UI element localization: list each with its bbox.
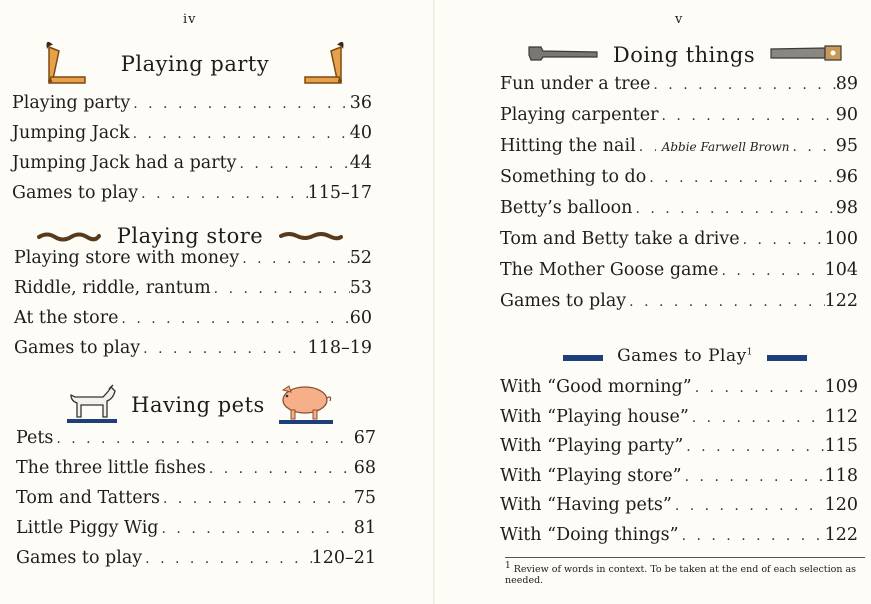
toc-entry[interactable] <box>12 123 372 153</box>
leader-dots <box>689 410 825 426</box>
entry-title: Pets <box>16 428 54 448</box>
leader-dots <box>740 232 825 248</box>
leader-dots <box>130 126 350 142</box>
toc-entry[interactable] <box>12 183 372 213</box>
snake-left-icon <box>37 227 101 246</box>
entry-title: With “Playing party” <box>500 436 684 456</box>
section-header-games-to-play <box>540 340 830 372</box>
entry-page: 115–17 <box>307 183 372 203</box>
entry-page: 112 <box>824 406 858 427</box>
entry-title: Playing party <box>12 93 131 113</box>
entry-title: Games to play <box>14 338 141 358</box>
toc-entry[interactable] <box>500 167 858 198</box>
footnote-text: Review of words in context. To be taken at the end of each selection as needed. <box>505 564 857 587</box>
section-header-doing-things <box>520 38 850 72</box>
entry-page: 60 <box>349 308 372 328</box>
leader-dots <box>626 294 824 310</box>
entry-page: 89 <box>835 74 858 94</box>
leader-dots <box>692 380 825 396</box>
leader-dots <box>53 431 353 447</box>
entry-title: Riddle, riddle, rantum <box>14 278 211 298</box>
section-title-games-to-play <box>617 346 753 366</box>
toc-entry[interactable] <box>12 93 372 123</box>
toc-entry[interactable] <box>500 436 858 466</box>
entry-title: Betty’s balloon <box>500 198 633 218</box>
leader-dots <box>672 498 825 514</box>
entry-page: 109 <box>824 377 858 397</box>
pig-icon <box>277 380 335 430</box>
toc-list-playing-party <box>12 93 372 213</box>
toc-list-playing-store <box>14 248 372 368</box>
entry-title: Little Piggy Wig <box>16 518 159 538</box>
toc-entry[interactable] <box>16 428 376 458</box>
entry-title: With “Doing things” <box>500 524 679 545</box>
leader-dots <box>118 311 349 327</box>
toc-list-having-pets <box>16 428 376 578</box>
leader-dots <box>646 170 835 186</box>
entry-page: 81 <box>353 518 376 538</box>
toc-entry[interactable] <box>500 525 858 555</box>
toc-entry[interactable] <box>500 377 858 407</box>
section-title-doing-things: Doing things <box>612 43 756 67</box>
toc-entry[interactable] <box>14 278 372 308</box>
footnote-mark: 1 <box>746 347 753 358</box>
entry-page: 40 <box>349 123 372 143</box>
toc-entry[interactable] <box>500 407 858 437</box>
entry-page: 44 <box>349 153 372 173</box>
leader-dots <box>790 139 836 155</box>
toc-entry[interactable] <box>14 338 372 368</box>
toc-entry[interactable] <box>500 291 858 322</box>
entry-page: 53 <box>349 278 372 298</box>
entry-title: Games to play <box>16 548 143 568</box>
entry-title: Tom and Tatters <box>16 488 160 508</box>
jumping-jack-left-icon <box>37 37 91 91</box>
entry-title: Playing store with money <box>14 248 240 268</box>
entry-page: 122 <box>824 291 858 311</box>
entry-title: Jumping Jack had a party <box>12 153 237 173</box>
toc-entry[interactable] <box>500 136 858 167</box>
toc-entry[interactable] <box>500 466 858 496</box>
toc-entry[interactable] <box>14 308 372 338</box>
entry-page: 96 <box>835 167 858 187</box>
entry-page: 90 <box>835 105 858 125</box>
leader-dots <box>683 439 824 455</box>
entry-page: 98 <box>835 198 858 218</box>
leader-dots <box>206 461 354 477</box>
entry-page: 118 <box>824 465 858 486</box>
toc-entry[interactable] <box>500 74 858 105</box>
leader-dots <box>682 469 825 485</box>
entry-page: 120 <box>824 495 858 515</box>
leader-dots <box>650 77 835 93</box>
section-title-playing-store: Playing store <box>116 224 264 248</box>
entry-title: With “Good morning” <box>500 377 692 397</box>
entry-author: Abbie Farwell Brown <box>661 140 790 154</box>
toc-entry[interactable] <box>12 153 372 183</box>
leader-dots <box>679 528 825 544</box>
toc-entry[interactable] <box>16 488 376 518</box>
entry-title: Hitting the nail <box>500 136 636 156</box>
leader-dots <box>159 521 354 537</box>
leader-dots <box>138 186 307 202</box>
leader-dots <box>211 281 350 297</box>
entry-title: Fun under a tree <box>500 74 651 94</box>
entry-page: 68 <box>353 458 376 478</box>
footnote <box>505 557 865 586</box>
entry-page: 36 <box>349 93 372 113</box>
entry-title: With “Playing house” <box>500 406 689 427</box>
leader-dots <box>636 139 656 155</box>
blue-bar-left-icon <box>563 347 603 366</box>
saw-icon <box>769 43 843 67</box>
entry-title: Jumping Jack <box>12 123 130 143</box>
entry-page: 75 <box>353 488 376 508</box>
leader-dots <box>659 108 836 124</box>
entry-page: 118–19 <box>307 338 372 358</box>
entry-page: 67 <box>353 428 376 448</box>
entry-page: 104 <box>824 260 858 280</box>
entry-title: Games to play <box>12 183 139 203</box>
entry-title: The three little fishes <box>16 458 206 478</box>
games-to-play-title-text: Games to Play <box>617 346 747 366</box>
entry-page: 120–21 <box>311 548 376 568</box>
section-title-having-pets: Having pets <box>131 393 265 417</box>
toc-entry[interactable] <box>16 518 376 548</box>
entry-title: At the store <box>14 308 119 328</box>
page-number-iv: iv <box>183 12 197 27</box>
toc-list-games-to-play <box>500 377 858 554</box>
leader-dots <box>130 96 349 112</box>
toc-entry[interactable] <box>500 495 858 525</box>
toc-entry[interactable] <box>16 458 376 488</box>
leader-dots <box>142 551 311 567</box>
footnote-number: 1 <box>505 561 511 571</box>
jumping-jack-right-icon <box>299 37 353 91</box>
right-page <box>430 0 871 604</box>
entry-page: 122 <box>824 524 858 545</box>
blue-bar-right-icon <box>767 347 807 366</box>
section-title-playing-party: Playing party <box>120 52 270 76</box>
leader-dots <box>140 341 307 357</box>
dog-icon <box>65 381 119 429</box>
entry-page: 52 <box>349 248 372 268</box>
page-number-v: v <box>675 12 684 27</box>
entry-title: With “Playing store” <box>500 465 682 486</box>
hammer-icon <box>527 43 599 67</box>
entry-title: Games to play <box>500 291 627 311</box>
entry-title: Tom and Betty take a drive <box>500 229 740 249</box>
toc-entry[interactable] <box>500 260 858 291</box>
entry-page: 95 <box>835 136 858 156</box>
entry-page: 100 <box>824 229 858 249</box>
section-header-playing-party <box>50 38 340 90</box>
entry-title: Playing carpenter <box>500 105 659 125</box>
entry-page: 115 <box>824 436 858 456</box>
leader-dots <box>718 263 824 279</box>
toc-entry[interactable] <box>14 248 372 278</box>
toc-entry[interactable] <box>500 105 858 136</box>
toc-entry[interactable] <box>16 548 376 578</box>
leader-dots <box>239 251 349 267</box>
section-header-having-pets <box>60 382 340 428</box>
entry-title: With “Having pets” <box>500 495 672 515</box>
leader-dots <box>160 491 354 507</box>
entry-title: The Mother Goose game <box>500 260 719 280</box>
left-page <box>0 0 430 604</box>
toc-entry[interactable] <box>500 229 858 260</box>
toc-entry[interactable] <box>500 198 858 229</box>
toc-list-doing-things <box>500 74 858 322</box>
entry-title: Something to do <box>500 167 647 187</box>
leader-dots <box>237 156 350 172</box>
leader-dots <box>632 201 835 217</box>
snake-right-icon <box>279 227 343 246</box>
